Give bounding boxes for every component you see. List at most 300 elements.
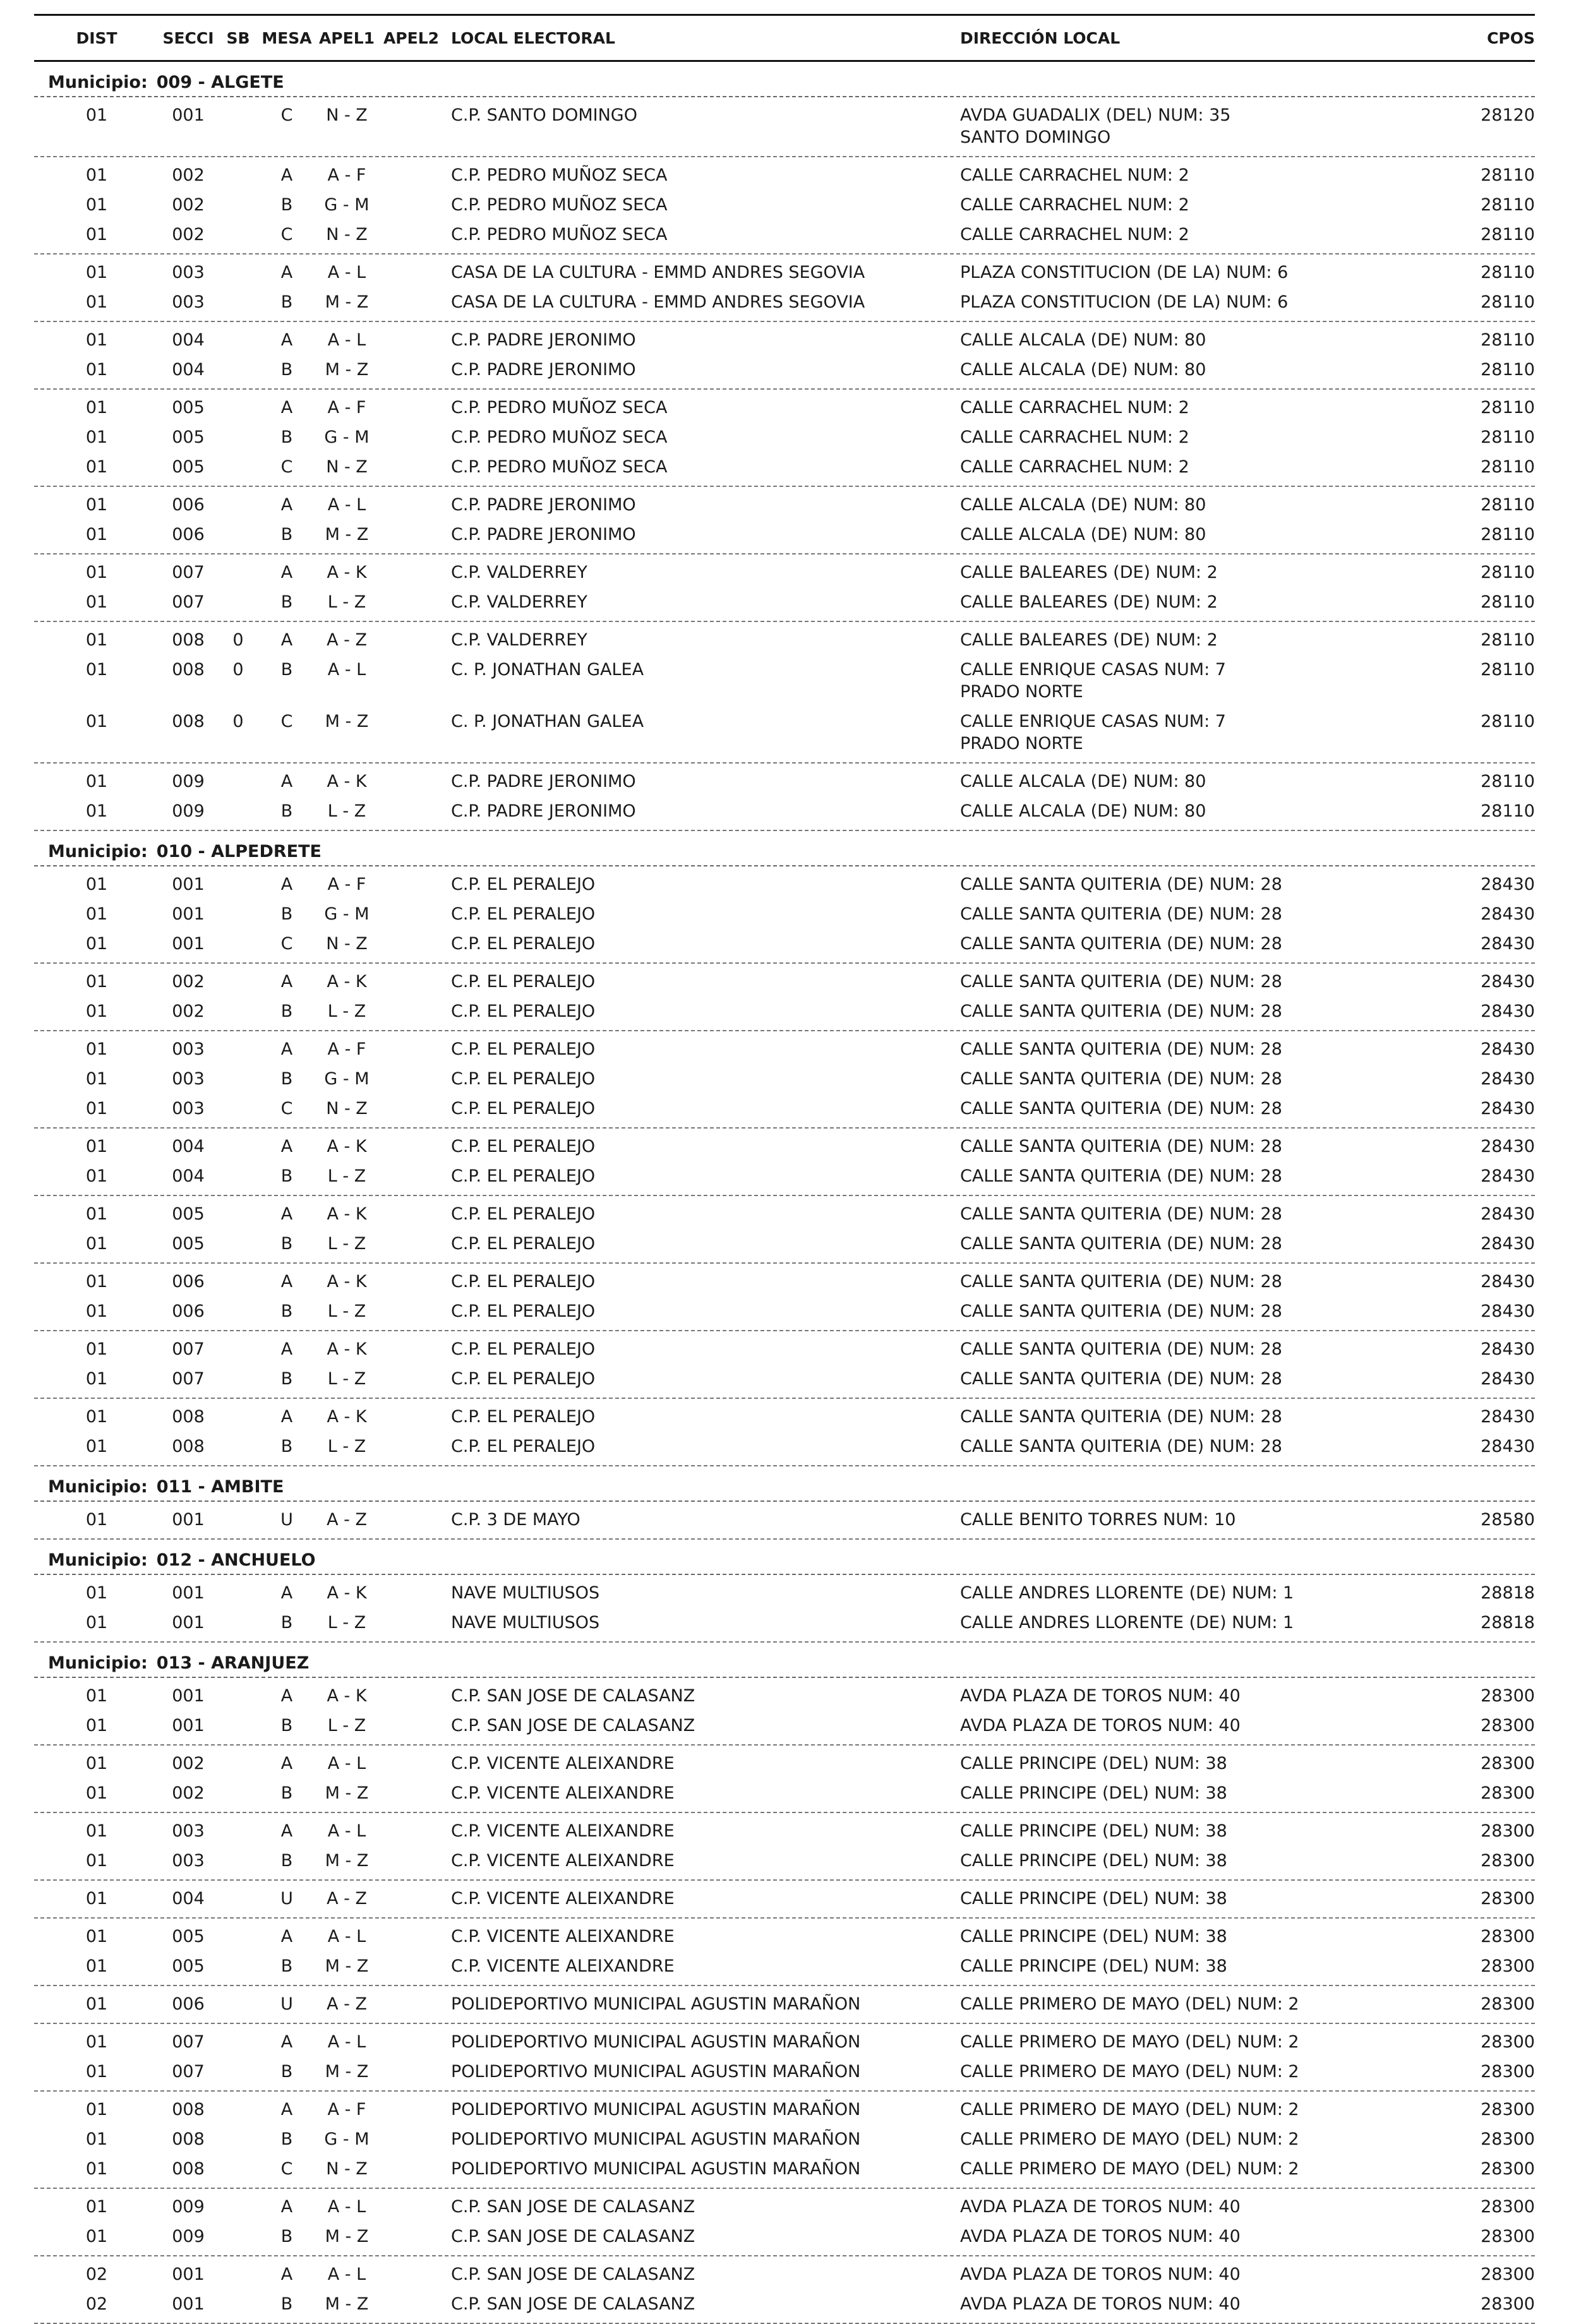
cell-secci: 001: [172, 1716, 205, 1735]
direccion-line: CALLE SANTA QUITERIA (DE) NUM: 28: [960, 1272, 1282, 1291]
cell-mesa: B: [280, 1302, 293, 1321]
cell-cpos: 28430: [1481, 1302, 1535, 1321]
cell-mesa: B: [280, 360, 293, 380]
section-group: [34, 1129, 1535, 1196]
table-row: [34, 967, 1535, 997]
cell-cpos: 28300: [1481, 1851, 1535, 1871]
table-row: [34, 1922, 1535, 1951]
table-row: [34, 1364, 1535, 1394]
cell-direccion-local: [960, 625, 1446, 655]
cell-secci: 006: [172, 1994, 205, 2014]
cell-secci: 007: [172, 563, 205, 582]
cell-cpos: 28300: [1481, 1889, 1535, 1908]
table-row: [34, 520, 1535, 549]
cell-dist: 01: [85, 1994, 108, 2014]
cell-dist: 02: [85, 2265, 108, 2284]
direccion-line: CALLE ENRIQUE CASAS NUM: 7: [960, 660, 1226, 680]
table-row: [34, 258, 1535, 287]
table-row: [34, 355, 1535, 385]
cell-mesa: A: [280, 1821, 293, 1841]
cell-cpos: 28110: [1481, 772, 1535, 791]
cell-dist: 01: [85, 1339, 108, 1359]
cell-cpos: 28300: [1481, 2294, 1535, 2314]
direccion-line: CALLE ANDRES LLORENTE (DE) NUM: 1: [960, 1613, 1294, 1632]
cell-direccion-local: [960, 1334, 1446, 1364]
cell-apel1: A - K: [327, 563, 367, 582]
municipio-name: 012 - ANCHUELO: [156, 1550, 316, 1570]
direccion-line: CALLE PRIMERO DE MAYO (DEL) NUM: 2: [960, 2032, 1299, 2052]
table-row: [34, 1297, 1535, 1326]
cell-mesa: A: [280, 2265, 293, 2284]
direccion-line: CALLE PRINCIPE (DEL) NUM: 38: [960, 1783, 1227, 1803]
cell-sb: 0: [232, 660, 244, 680]
cell-cpos: 28430: [1481, 1137, 1535, 1156]
direccion-line: CALLE CARRACHEL NUM: 2: [960, 195, 1189, 215]
cell-secci: 001: [172, 2265, 205, 2284]
table-row: [34, 1749, 1535, 1778]
municipio-name: 011 - AMBITE: [156, 1477, 284, 1497]
cell-apel1: A - Z: [327, 1510, 367, 1530]
section-group: [34, 622, 1535, 764]
cell-direccion-local: [960, 2095, 1446, 2124]
cell-cpos: 28430: [1481, 1437, 1535, 1456]
cell-dist: 01: [85, 1889, 108, 1908]
table-row: [34, 707, 1535, 758]
cell-secci: 001: [172, 1583, 205, 1603]
table-row: [34, 1132, 1535, 1161]
cell-dist: 01: [85, 1407, 108, 1427]
cell-mesa: B: [280, 1851, 293, 1871]
municipio-heading: [34, 1540, 1535, 1575]
direccion-line: CALLE ANDRES LLORENTE (DE) NUM: 1: [960, 1583, 1294, 1603]
table-row: [34, 1402, 1535, 1432]
cell-secci: 006: [172, 525, 205, 544]
cell-dist: 01: [85, 1510, 108, 1530]
cell-apel1: A - K: [327, 1204, 367, 1224]
cell-dist: 01: [85, 1851, 108, 1871]
cell-cpos: 28110: [1481, 630, 1535, 650]
cell-mesa: C: [280, 457, 293, 477]
cell-secci: 007: [172, 1339, 205, 1359]
cell-mesa: A: [280, 1137, 293, 1156]
cell-direccion-local: [960, 1229, 1446, 1259]
cell-secci: 001: [172, 2294, 205, 2314]
cell-local-electoral: C.P. VICENTE ALEIXANDRE: [451, 1783, 675, 1803]
cell-mesa: A: [280, 1686, 293, 1706]
cell-apel1: L - Z: [327, 1369, 366, 1389]
cell-mesa: A: [280, 330, 293, 350]
direccion-line: CALLE CARRACHEL NUM: 2: [960, 457, 1189, 477]
cell-secci: 002: [172, 165, 205, 185]
cell-direccion-local: [960, 587, 1446, 617]
cell-dist: 01: [85, 563, 108, 582]
cell-cpos: 28430: [1481, 1339, 1535, 1359]
cell-local-electoral: C.P. SAN JOSE DE CALASANZ: [451, 2227, 695, 2246]
cell-local-electoral: C.P. SANTO DOMINGO: [451, 105, 637, 125]
header-direccion-local: DIRECCIÓN LOCAL: [960, 28, 1121, 47]
cell-direccion-local: [960, 796, 1446, 826]
cell-dist: 01: [85, 360, 108, 380]
municipio-name: 009 - ALGETE: [156, 73, 284, 92]
table-row: [34, 1199, 1535, 1229]
cell-secci: 009: [172, 801, 205, 821]
section-group: [34, 255, 1535, 322]
cell-dist: 01: [85, 292, 108, 312]
cell-secci: 004: [172, 1137, 205, 1156]
cell-local-electoral: NAVE MULTIUSOS: [451, 1583, 600, 1603]
cell-sb: 0: [232, 630, 244, 650]
cell-dist: 01: [85, 2159, 108, 2179]
direccion-line: CALLE SANTA QUITERIA (DE) NUM: 28: [960, 972, 1282, 991]
cell-cpos: 28120: [1481, 105, 1535, 125]
cell-secci: 005: [172, 428, 205, 447]
direccion-line: AVDA GUADALIX (DEL) NUM: 35: [960, 105, 1231, 125]
cell-apel1: L - Z: [327, 1302, 366, 1321]
table-row: [34, 325, 1535, 355]
cell-cpos: 28300: [1481, 1754, 1535, 1773]
section-group: [34, 866, 1535, 964]
cell-direccion-local: [960, 1989, 1446, 2019]
cell-mesa: B: [280, 2227, 293, 2246]
cell-mesa: B: [280, 1166, 293, 1186]
cell-secci: 003: [172, 1069, 205, 1089]
cell-mesa: C: [280, 2159, 293, 2179]
cell-direccion-local: [960, 1432, 1446, 1461]
cell-direccion-local: [960, 929, 1446, 959]
cell-direccion-local: [960, 1578, 1446, 1608]
table-row: [34, 1816, 1535, 1846]
cell-mesa: C: [280, 934, 293, 954]
table-body: [34, 62, 1535, 2324]
cell-direccion-local: [960, 558, 1446, 587]
cell-direccion-local: [960, 1922, 1446, 1951]
cell-secci: 008: [172, 2100, 205, 2119]
cell-direccion-local: [960, 325, 1446, 355]
cell-dist: 01: [85, 972, 108, 991]
cell-direccion-local: [960, 190, 1446, 220]
table-row: [34, 1334, 1535, 1364]
cell-direccion-local: [960, 1161, 1446, 1191]
cell-dist: 01: [85, 934, 108, 954]
cell-mesa: C: [280, 712, 293, 731]
cell-direccion-local: [960, 967, 1446, 997]
cell-apel1: A - L: [327, 2197, 366, 2217]
cell-secci: 001: [172, 1613, 205, 1632]
direccion-line: CALLE ALCALA (DE) NUM: 80: [960, 525, 1206, 544]
cell-secci: 006: [172, 495, 205, 515]
cell-cpos: 28300: [1481, 2100, 1535, 2119]
section-group: [34, 1881, 1535, 1919]
cell-cpos: 28300: [1481, 2129, 1535, 2149]
cell-mesa: B: [280, 801, 293, 821]
cell-cpos: 28430: [1481, 1234, 1535, 1254]
cell-local-electoral: POLIDEPORTIVO MUNICIPAL AGUSTIN MARAÑON: [451, 2062, 861, 2081]
cell-direccion-local: [960, 1608, 1446, 1638]
cell-mesa: C: [280, 225, 293, 244]
cell-secci: 008: [172, 2129, 205, 2149]
cell-dist: 01: [85, 1956, 108, 1976]
cell-cpos: 28110: [1481, 263, 1535, 282]
cell-dist: 01: [85, 495, 108, 515]
cell-direccion-local: [960, 1364, 1446, 1394]
cell-mesa: B: [280, 660, 293, 680]
cell-secci: 007: [172, 2032, 205, 2052]
direccion-line: CALLE BALEARES (DE) NUM: 2: [960, 592, 1218, 612]
cell-direccion-local: [960, 2192, 1446, 2222]
table-row: [34, 870, 1535, 899]
cell-local-electoral: C.P. PEDRO MUÑOZ SECA: [451, 195, 668, 215]
cell-dist: 01: [85, 398, 108, 417]
cell-dist: 01: [85, 1302, 108, 1321]
cell-mesa: B: [280, 1369, 293, 1389]
cell-mesa: A: [280, 2032, 293, 2052]
cell-apel1: A - K: [327, 1272, 367, 1291]
cell-mesa: A: [280, 1927, 293, 1946]
cell-secci: 001: [172, 904, 205, 924]
cell-dist: 01: [85, 1927, 108, 1946]
cell-local-electoral: C.P. PEDRO MUÑOZ SECA: [451, 457, 668, 477]
cell-secci: 005: [172, 457, 205, 477]
section-group: [34, 554, 1535, 622]
cell-secci: 004: [172, 1889, 205, 1908]
cell-local-electoral: C.P. PEDRO MUÑOZ SECA: [451, 398, 668, 417]
cell-secci: 001: [172, 1686, 205, 1706]
cell-cpos: 28430: [1481, 1407, 1535, 1427]
direccion-line: CALLE PRIMERO DE MAYO (DEL) NUM: 2: [960, 1994, 1299, 2014]
table-header: [34, 14, 1535, 62]
cell-local-electoral: C.P. EL PERALEJO: [451, 1302, 596, 1321]
cell-secci: 002: [172, 225, 205, 244]
direccion-line: CALLE PRIMERO DE MAYO (DEL) NUM: 2: [960, 2062, 1299, 2081]
cell-cpos: 28110: [1481, 801, 1535, 821]
cell-apel1: G - M: [324, 428, 370, 447]
cell-cpos: 28430: [1481, 1002, 1535, 1021]
direccion-line: CALLE ALCALA (DE) NUM: 80: [960, 330, 1206, 350]
section-group: [34, 1919, 1535, 1986]
cell-apel1: L - Z: [327, 592, 366, 612]
cell-local-electoral: C.P. VALDERREY: [451, 592, 587, 612]
direccion-line: CALLE CARRACHEL NUM: 2: [960, 398, 1189, 417]
cell-apel1: A - L: [327, 330, 366, 350]
direccion-line: CALLE ENRIQUE CASAS NUM: 7: [960, 712, 1226, 731]
cell-dist: 01: [85, 2062, 108, 2081]
cell-local-electoral: C.P. EL PERALEJO: [451, 1069, 596, 1089]
cell-direccion-local: [960, 1297, 1446, 1326]
cell-local-electoral: C.P. EL PERALEJO: [451, 1407, 596, 1427]
cell-dist: 01: [85, 1166, 108, 1186]
cell-mesa: B: [280, 1002, 293, 1021]
cell-cpos: 28110: [1481, 292, 1535, 312]
table-row: [34, 587, 1535, 617]
cell-mesa: A: [280, 2100, 293, 2119]
municipio-name: 013 - ARANJUEZ: [156, 1653, 310, 1673]
cell-local-electoral: C.P. VICENTE ALEIXANDRE: [451, 1821, 675, 1841]
cell-cpos: 28430: [1481, 1039, 1535, 1059]
cell-apel1: G - M: [324, 2129, 370, 2149]
cell-secci: 003: [172, 1099, 205, 1118]
cell-local-electoral: C.P. EL PERALEJO: [451, 1099, 596, 1118]
direccion-line: CALLE ALCALA (DE) NUM: 80: [960, 801, 1206, 821]
cell-secci: 004: [172, 330, 205, 350]
cell-mesa: A: [280, 972, 293, 991]
table-row: [34, 2192, 1535, 2222]
section-group: [34, 1746, 1535, 1813]
cell-direccion-local: [960, 1034, 1446, 1064]
cell-secci: 006: [172, 1272, 205, 1291]
direccion-line: CALLE PRIMERO DE MAYO (DEL) NUM: 2: [960, 2100, 1299, 2119]
cell-mesa: A: [280, 2197, 293, 2217]
cell-direccion-local: [960, 1132, 1446, 1161]
cell-direccion-local: [960, 1816, 1446, 1846]
table-row: [34, 1608, 1535, 1638]
direccion-line: CALLE SANTA QUITERIA (DE) NUM: 28: [960, 1339, 1282, 1359]
cell-secci: 003: [172, 1821, 205, 1841]
cell-apel1: A - Z: [327, 1994, 367, 2014]
cell-apel1: M - Z: [325, 2062, 369, 2081]
table-row: [34, 2095, 1535, 2124]
cell-apel1: A - K: [327, 772, 367, 791]
cell-apel1: A - F: [327, 875, 366, 894]
municipio-label: Municipio:: [48, 73, 148, 92]
table-row: [34, 1846, 1535, 1876]
municipio-label: Municipio:: [48, 1550, 148, 1570]
cell-apel1: A - K: [327, 1137, 367, 1156]
cell-mesa: C: [280, 105, 293, 125]
cell-dist: 01: [85, 105, 108, 125]
cell-direccion-local: [960, 393, 1446, 422]
cell-direccion-local: [960, 2027, 1446, 2057]
cell-apel1: M - Z: [325, 360, 369, 380]
cell-secci: 005: [172, 1204, 205, 1224]
cell-local-electoral: C. P. JONATHAN GALEA: [451, 660, 644, 680]
cell-dist: 01: [85, 1716, 108, 1735]
cell-mesa: B: [280, 1613, 293, 1632]
cell-local-electoral: C.P. PEDRO MUÑOZ SECA: [451, 428, 668, 447]
direccion-line: AVDA PLAZA DE TOROS NUM: 40: [960, 1686, 1241, 1706]
direccion-line: CALLE CARRACHEL NUM: 2: [960, 165, 1189, 185]
table-row: [34, 2260, 1535, 2289]
cell-secci: 002: [172, 1783, 205, 1803]
cell-cpos: 28818: [1481, 1583, 1535, 1603]
cell-apel1: N - Z: [326, 105, 368, 125]
cell-apel1: A - L: [327, 1821, 366, 1841]
cell-dist: 01: [85, 2227, 108, 2246]
table-row: [34, 2222, 1535, 2251]
cell-direccion-local: [960, 520, 1446, 549]
cell-local-electoral: C.P. EL PERALEJO: [451, 972, 596, 991]
cell-mesa: B: [280, 292, 293, 312]
section-group: [34, 1986, 1535, 2024]
cell-secci: 008: [172, 1407, 205, 1427]
cell-mesa: A: [280, 1583, 293, 1603]
cell-cpos: 28430: [1481, 1069, 1535, 1089]
cell-local-electoral: C.P. EL PERALEJO: [451, 1339, 596, 1359]
cell-dist: 01: [85, 428, 108, 447]
direccion-line: PRADO NORTE: [960, 682, 1083, 702]
cell-cpos: 28110: [1481, 525, 1535, 544]
cell-local-electoral: C.P. PADRE JERONIMO: [451, 772, 636, 791]
cell-local-electoral: C.P. EL PERALEJO: [451, 1166, 596, 1186]
cell-dist: 01: [85, 592, 108, 612]
cell-apel1: G - M: [324, 904, 370, 924]
cell-cpos: 28300: [1481, 2062, 1535, 2081]
cell-direccion-local: [960, 1711, 1446, 1740]
cell-secci: 007: [172, 2062, 205, 2081]
table-row: [34, 2289, 1535, 2319]
cell-dist: 02: [85, 2294, 108, 2314]
cell-local-electoral: C.P. PADRE JERONIMO: [451, 525, 636, 544]
cell-direccion-local: [960, 1094, 1446, 1123]
section-group: [34, 97, 1535, 157]
table-row: [34, 452, 1535, 482]
cell-apel1: M - Z: [325, 712, 369, 731]
cell-dist: 01: [85, 875, 108, 894]
table-row: [34, 1884, 1535, 1914]
cell-local-electoral: C.P. EL PERALEJO: [451, 1039, 596, 1059]
section-group: [34, 1264, 1535, 1331]
cell-dist: 01: [85, 2197, 108, 2217]
municipio-heading: [34, 831, 1535, 866]
cell-mesa: B: [280, 904, 293, 924]
header-local-electoral: LOCAL ELECTORAL: [451, 28, 615, 47]
header-cpos: CPOS: [1487, 28, 1535, 47]
direccion-line: CALLE ALCALA (DE) NUM: 80: [960, 772, 1206, 791]
direccion-line: CALLE SANTA QUITERIA (DE) NUM: 28: [960, 1369, 1282, 1389]
cell-dist: 01: [85, 263, 108, 282]
cell-local-electoral: C.P. SAN JOSE DE CALASANZ: [451, 1716, 695, 1735]
cell-cpos: 28110: [1481, 195, 1535, 215]
cell-mesa: B: [280, 1783, 293, 1803]
cell-local-electoral: POLIDEPORTIVO MUNICIPAL AGUSTIN MARAÑON: [451, 1994, 861, 2014]
cell-apel1: A - F: [327, 165, 366, 185]
cell-direccion-local: [960, 258, 1446, 287]
direccion-line: CALLE SANTA QUITERIA (DE) NUM: 28: [960, 1166, 1282, 1186]
table-row: [34, 1681, 1535, 1711]
direccion-line: CALLE SANTA QUITERIA (DE) NUM: 28: [960, 1302, 1282, 1321]
cell-mesa: B: [280, 2062, 293, 2081]
cell-mesa: C: [280, 1099, 293, 1118]
cell-apel1: A - L: [327, 2265, 366, 2284]
direccion-line: PLAZA CONSTITUCION (DE LA) NUM: 6: [960, 263, 1289, 282]
direccion-line: CALLE PRINCIPE (DEL) NUM: 38: [960, 1851, 1227, 1871]
cell-mesa: B: [280, 1716, 293, 1735]
cell-local-electoral: C. P. JONATHAN GALEA: [451, 712, 644, 731]
table-row: [34, 1711, 1535, 1740]
cell-dist: 01: [85, 1039, 108, 1059]
cell-secci: 002: [172, 1754, 205, 1773]
cell-dist: 01: [85, 1369, 108, 1389]
cell-apel1: N - Z: [326, 2159, 368, 2179]
cell-mesa: B: [280, 1956, 293, 1976]
direccion-line: CALLE PRINCIPE (DEL) NUM: 38: [960, 1927, 1227, 1946]
cell-direccion-local: [960, 997, 1446, 1026]
cell-cpos: 28300: [1481, 2265, 1535, 2284]
cell-direccion-local: [960, 452, 1446, 482]
cell-direccion-local: [960, 767, 1446, 796]
cell-secci: 001: [172, 1510, 205, 1530]
cell-sb: 0: [232, 712, 244, 731]
cell-secci: 005: [172, 1956, 205, 1976]
municipio-heading: [34, 62, 1535, 97]
cell-direccion-local: [960, 659, 1446, 703]
direccion-line: CALLE SANTA QUITERIA (DE) NUM: 28: [960, 1234, 1282, 1254]
direccion-line: CALLE SANTA QUITERIA (DE) NUM: 28: [960, 875, 1282, 894]
cell-local-electoral: C.P. EL PERALEJO: [451, 934, 596, 954]
cell-local-electoral: C.P. EL PERALEJO: [451, 875, 596, 894]
cell-cpos: 28300: [1481, 1686, 1535, 1706]
cell-apel1: A - L: [327, 1927, 366, 1946]
table-row: [34, 287, 1535, 317]
